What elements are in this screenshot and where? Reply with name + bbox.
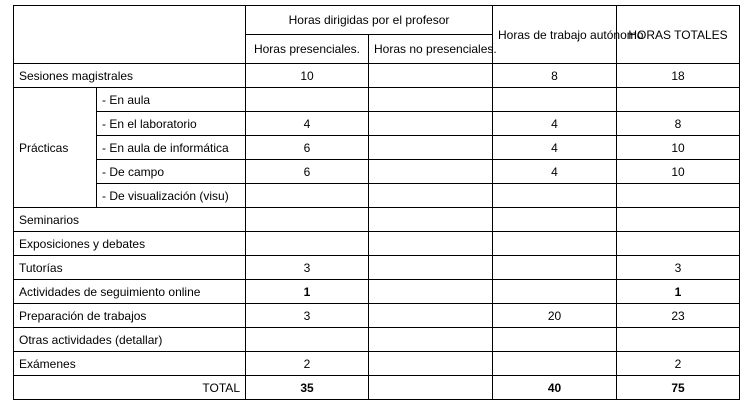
cell-presenciales bbox=[246, 184, 369, 208]
row-label: - En aula bbox=[97, 88, 246, 112]
cell-presenciales bbox=[246, 208, 369, 232]
row-label: Exposiciones y debates bbox=[14, 232, 246, 256]
cell-presenciales bbox=[246, 88, 369, 112]
total-total: 75 bbox=[617, 376, 740, 400]
total-label: TOTAL bbox=[14, 376, 246, 400]
header-totales: HORAS TOTALES bbox=[617, 6, 740, 64]
header-row-1 bbox=[14, 6, 740, 35]
table-row bbox=[14, 304, 740, 328]
row-label: - De campo bbox=[97, 160, 246, 184]
cell-autonomo bbox=[493, 184, 617, 208]
table-row bbox=[14, 184, 740, 208]
row-label: - En el laboratorio bbox=[97, 112, 246, 136]
cell-no-presenciales bbox=[369, 88, 493, 112]
table-row bbox=[14, 256, 740, 280]
cell-presenciales: 10 bbox=[246, 64, 369, 88]
table-row bbox=[14, 136, 740, 160]
hours-table bbox=[13, 5, 740, 400]
cell-no-presenciales bbox=[369, 352, 493, 376]
cell-presenciales: 1 bbox=[246, 280, 369, 304]
total-no-presenciales bbox=[369, 376, 493, 400]
practicas-label: Prácticas bbox=[14, 88, 97, 208]
row-label: Preparación de trabajos bbox=[14, 304, 246, 328]
cell-autonomo: 4 bbox=[493, 160, 617, 184]
cell-total bbox=[617, 232, 740, 256]
table-row bbox=[14, 112, 740, 136]
cell-presenciales: 3 bbox=[246, 304, 369, 328]
total-autonomo: 40 bbox=[493, 376, 617, 400]
header-autonomo: Horas de trabajo autónomo bbox=[493, 6, 617, 64]
cell-total: 18 bbox=[617, 64, 740, 88]
cell-no-presenciales bbox=[369, 232, 493, 256]
cell-presenciales bbox=[246, 232, 369, 256]
table-row bbox=[14, 64, 740, 88]
cell-no-presenciales bbox=[369, 280, 493, 304]
cell-autonomo bbox=[493, 232, 617, 256]
cell-no-presenciales bbox=[369, 208, 493, 232]
header-group: Horas dirigidas por el profesor bbox=[246, 6, 493, 35]
cell-no-presenciales bbox=[369, 160, 493, 184]
header-empty-cell bbox=[14, 6, 246, 64]
total-row bbox=[14, 376, 740, 400]
cell-no-presenciales bbox=[369, 328, 493, 352]
cell-total bbox=[617, 208, 740, 232]
table-row bbox=[14, 328, 740, 352]
cell-no-presenciales bbox=[369, 136, 493, 160]
cell-autonomo: 4 bbox=[493, 136, 617, 160]
row-label: Tutorías bbox=[14, 256, 246, 280]
cell-autonomo bbox=[493, 208, 617, 232]
cell-presenciales: 6 bbox=[246, 136, 369, 160]
cell-total bbox=[617, 88, 740, 112]
row-label: - En aula de informática bbox=[97, 136, 246, 160]
cell-no-presenciales bbox=[369, 112, 493, 136]
cell-total: 1 bbox=[617, 280, 740, 304]
cell-autonomo bbox=[493, 280, 617, 304]
cell-presenciales: 6 bbox=[246, 160, 369, 184]
table-row bbox=[14, 160, 740, 184]
cell-total: 8 bbox=[617, 112, 740, 136]
header-presenciales: Horas presenciales. bbox=[246, 35, 369, 64]
table-row bbox=[14, 88, 740, 112]
cell-total: 3 bbox=[617, 256, 740, 280]
cell-autonomo bbox=[493, 328, 617, 352]
cell-total: 2 bbox=[617, 352, 740, 376]
cell-no-presenciales bbox=[369, 304, 493, 328]
cell-total bbox=[617, 328, 740, 352]
row-label: - De visualización (visu) bbox=[97, 184, 246, 208]
table-row bbox=[14, 208, 740, 232]
row-label: Seminarios bbox=[14, 208, 246, 232]
header-no-presenciales: Horas no presenciales. bbox=[369, 35, 493, 64]
cell-total: 23 bbox=[617, 304, 740, 328]
cell-presenciales bbox=[246, 328, 369, 352]
cell-no-presenciales bbox=[369, 256, 493, 280]
row-label: Exámenes bbox=[14, 352, 246, 376]
cell-autonomo: 4 bbox=[493, 112, 617, 136]
cell-presenciales: 2 bbox=[246, 352, 369, 376]
cell-no-presenciales bbox=[369, 184, 493, 208]
cell-total: 10 bbox=[617, 160, 740, 184]
row-label: Actividades de seguimiento online bbox=[14, 280, 246, 304]
cell-autonomo bbox=[493, 88, 617, 112]
row-label: Sesiones magistrales bbox=[14, 64, 246, 88]
cell-presenciales: 4 bbox=[246, 112, 369, 136]
cell-no-presenciales bbox=[369, 64, 493, 88]
cell-autonomo: 8 bbox=[493, 64, 617, 88]
table-row bbox=[14, 280, 740, 304]
table-row bbox=[14, 352, 740, 376]
cell-autonomo bbox=[493, 352, 617, 376]
cell-autonomo: 20 bbox=[493, 304, 617, 328]
cell-total bbox=[617, 184, 740, 208]
table-row bbox=[14, 232, 740, 256]
cell-total: 10 bbox=[617, 136, 740, 160]
cell-presenciales: 3 bbox=[246, 256, 369, 280]
cell-autonomo bbox=[493, 256, 617, 280]
row-label: Otras actividades (detallar) bbox=[14, 328, 246, 352]
total-presenciales: 35 bbox=[246, 376, 369, 400]
